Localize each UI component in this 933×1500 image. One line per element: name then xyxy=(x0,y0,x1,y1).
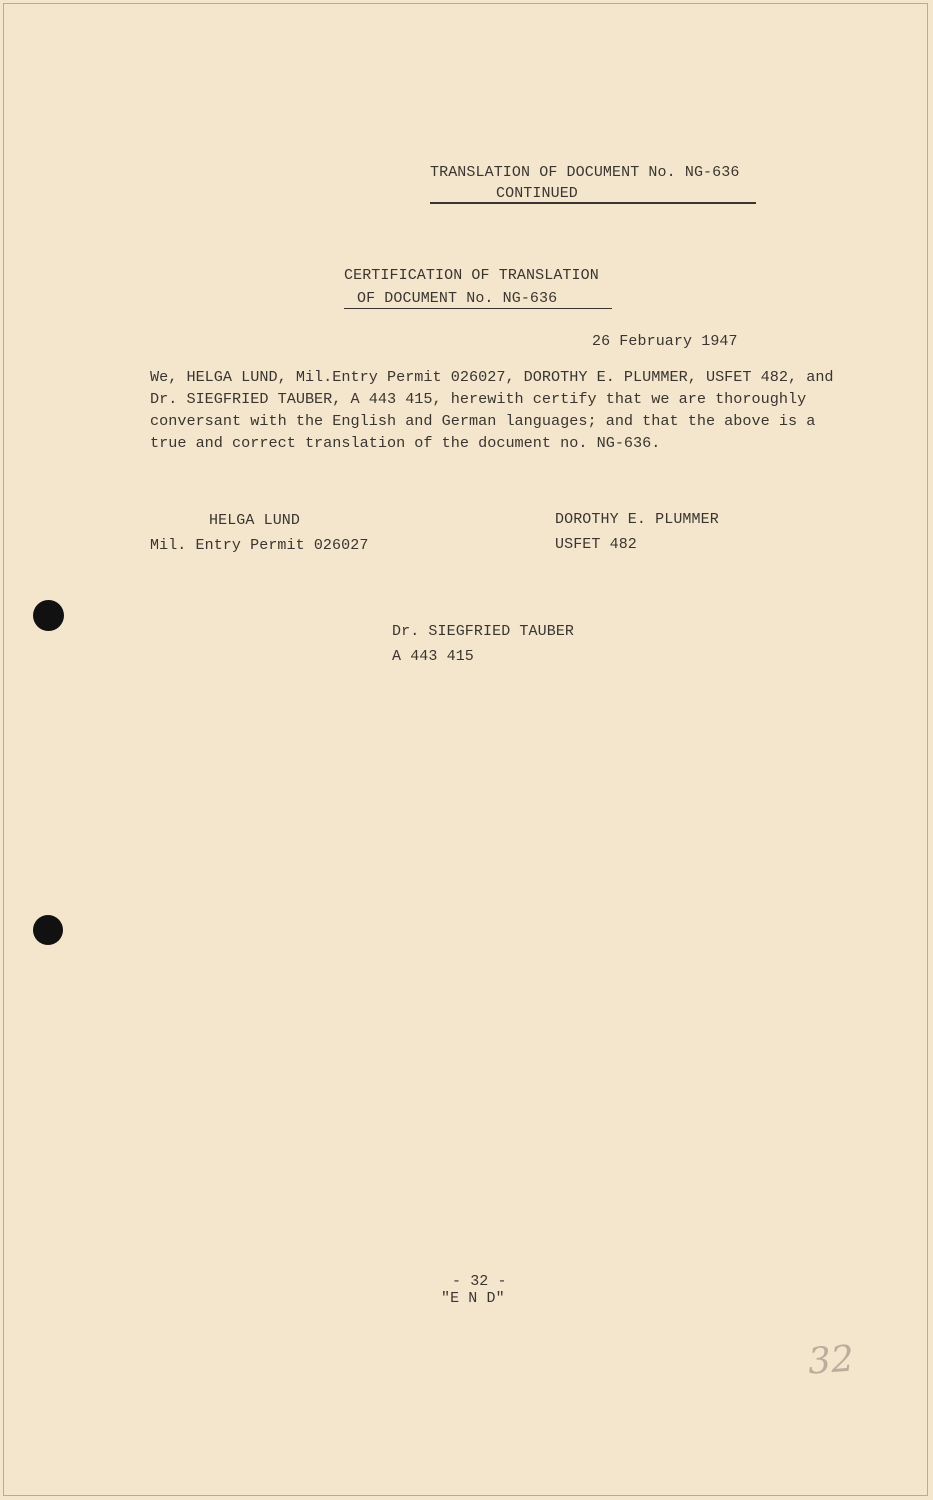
signatory-name-dorothy-plummer: DOROTHY E. PLUMMER xyxy=(555,511,719,528)
certification-underline xyxy=(344,308,612,309)
certification-subtitle: OF DOCUMENT No. NG-636 xyxy=(357,290,558,307)
signatory-id-siegfried-tauber: A 443 415 xyxy=(392,648,474,665)
signatory-id-dorothy-plummer: USFET 482 xyxy=(555,536,637,553)
punch-hole-bottom xyxy=(33,915,63,945)
handwritten-page-number: 32 xyxy=(806,1338,856,1383)
signatory-name-siegfried-tauber: Dr. SIEGFRIED TAUBER xyxy=(392,623,575,640)
date: 26 February 1947 xyxy=(592,333,738,350)
certification-statement: We, HELGA LUND, Mil.Entry Permit 026027, DOROTHY E. PLUMMER, USFET 482, and Dr. SIEGFRIED TAUBER, A 443 415, herewith certify that we are thoroughly conversant with the English and German languages; and that the above is a true and correct translation of the document no. NG-636. xyxy=(150,368,834,452)
punch-hole-top xyxy=(33,600,64,631)
page-number: - 32 - xyxy=(452,1273,507,1290)
header-title: TRANSLATION OF DOCUMENT No. NG-636 xyxy=(430,164,740,181)
certification-title: CERTIFICATION OF TRANSLATION xyxy=(344,267,599,284)
header-underline xyxy=(430,202,756,204)
header-continued: CONTINUED xyxy=(496,185,578,202)
signatory-id-helga-lund: Mil. Entry Permit 026027 xyxy=(150,537,369,554)
signatory-name-helga-lund: HELGA LUND xyxy=(209,512,301,529)
end-marker: "E N D" xyxy=(441,1290,505,1307)
